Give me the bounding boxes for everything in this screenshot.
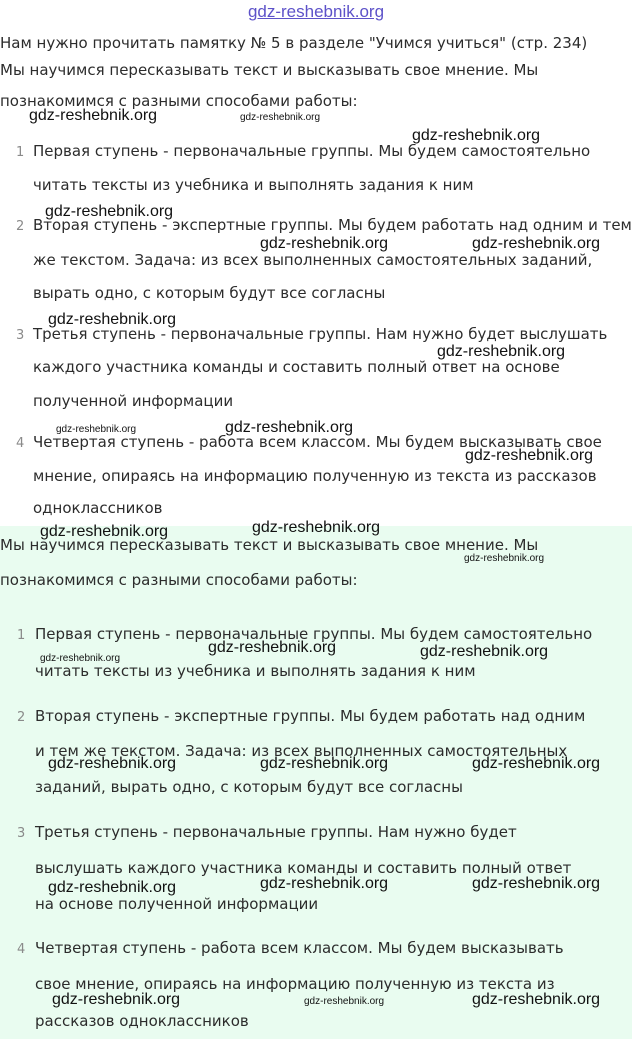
watermark: gdz-reshebnik.org: [40, 523, 169, 540]
answer-step-line: Третья ступень - первоначальные группы. Нам нужно будет: [35, 823, 517, 841]
answer-step-number: 2: [17, 710, 26, 725]
step-line: вырать одно, с которым будут все согласны: [33, 284, 386, 302]
watermark: gdz-reshebnik.org: [52, 991, 181, 1008]
watermark: gdz-reshebnik.org: [56, 424, 137, 435]
watermark: gdz-reshebnik.org: [260, 235, 389, 252]
answer-intro-line: Мы научимся пересказывать текст и высказывать свое мнение. Мы: [0, 536, 539, 554]
answer-step-line: читать тексты из учебника и выполнять задания к ним: [35, 662, 476, 680]
intro-line: Мы научимся пересказывать текст и высказывать свое мнение. Мы: [0, 61, 539, 79]
watermark: gdz-reshebnik.org: [225, 419, 354, 436]
watermark: gdz-reshebnik.org: [29, 107, 158, 124]
watermark: gdz-reshebnik.org: [252, 519, 381, 536]
answer-step-number: 1: [17, 628, 26, 643]
watermark: gdz-reshebnik.org: [472, 235, 601, 252]
watermark: gdz-reshebnik.org: [48, 311, 177, 328]
watermark: gdz-reshebnik.org: [420, 643, 549, 660]
answer-step-line: свое мнение, опираясь на информацию полученную из текста из: [35, 975, 555, 993]
watermark: gdz-reshebnik.org: [465, 447, 594, 464]
watermark: gdz-reshebnik.org: [472, 755, 601, 772]
step-line: же текстом. Задача: из всех выполненных самостоятельных заданий,: [33, 251, 593, 269]
watermark: gdz-reshebnik.org: [304, 996, 385, 1007]
watermark: gdz-reshebnik.org: [472, 991, 601, 1008]
step-line: читать тексты из учебника и выполнять задания к ним: [33, 176, 474, 194]
answer-intro-line: познакомимся с разными способами работы:: [0, 571, 358, 589]
watermark: gdz-reshebnik.org: [48, 755, 177, 772]
answer-step-line: заданий, вырать одно, с которым будут все согласны: [35, 778, 463, 796]
step-number: 3: [16, 328, 25, 343]
watermark: gdz-reshebnik.org: [260, 755, 389, 772]
watermark: gdz-reshebnik.org: [48, 879, 177, 896]
step-line: полученной информации: [33, 392, 234, 410]
step-line: Четвертая ступень - работа всем классом. Мы будем высказывать свое: [33, 433, 602, 451]
intro-line: Нам нужно прочитать памятку № 5 в разделе "Учимся учиться" (стр. 234): [0, 34, 588, 52]
watermark: gdz-reshebnik.org: [45, 203, 174, 220]
watermark: gdz-reshebnik.org: [472, 875, 601, 892]
step-line: Третья ступень - первоначальные группы. Нам нужно будет выслушать: [33, 325, 608, 343]
step-line: Вторая ступень - экспертные группы. Мы будем работать над одним и тем: [33, 216, 632, 234]
step-line: каждого участника команды и составить полный ответ на основе: [33, 358, 560, 376]
watermark: gdz-reshebnik.org: [437, 343, 566, 360]
watermark: gdz-reshebnik.org: [208, 639, 337, 656]
watermark: gdz-reshebnik.org: [40, 653, 121, 664]
watermark: gdz-reshebnik.org: [464, 553, 545, 564]
answer-step-line: Вторая ступень - экспертные группы. Мы будем работать над одним: [35, 707, 586, 725]
step-number: 1: [16, 145, 25, 160]
step-line: одноклассников: [33, 499, 163, 517]
watermark: gdz-reshebnik.org: [240, 112, 321, 123]
answer-step-number: 3: [17, 826, 26, 841]
step-line: мнение, опираясь на информацию полученную из текста из рассказов: [33, 467, 597, 485]
answer-step-line: и тем же текстом. Задача: из всех выполненных самостоятельных: [35, 742, 568, 760]
site-title-link[interactable]: gdz-reshebnik.org: [247, 2, 385, 21]
step-number: 2: [16, 219, 25, 234]
answer-step-line: на основе полученной информации: [35, 895, 319, 913]
answer-step-line: Четвертая ступень - работа всем классом. Мы будем высказывать: [35, 939, 564, 957]
step-line: Первая ступень - первоначальные группы. Мы будем самостоятельно: [33, 142, 591, 160]
answer-step-line: Первая ступень - первоначальные группы. Мы будем самостоятельно: [35, 625, 593, 643]
intro-line: познакомимся с разными способами работы:: [0, 92, 358, 110]
answer-step-number: 4: [17, 942, 26, 957]
answer-step-line: выслушать каждого участника команды и составить полный ответ: [35, 859, 572, 877]
answer-step-line: рассказов одноклассников: [35, 1012, 249, 1030]
step-number: 4: [16, 436, 25, 451]
watermark: gdz-reshebnik.org: [260, 875, 389, 892]
watermark: gdz-reshebnik.org: [412, 127, 541, 144]
